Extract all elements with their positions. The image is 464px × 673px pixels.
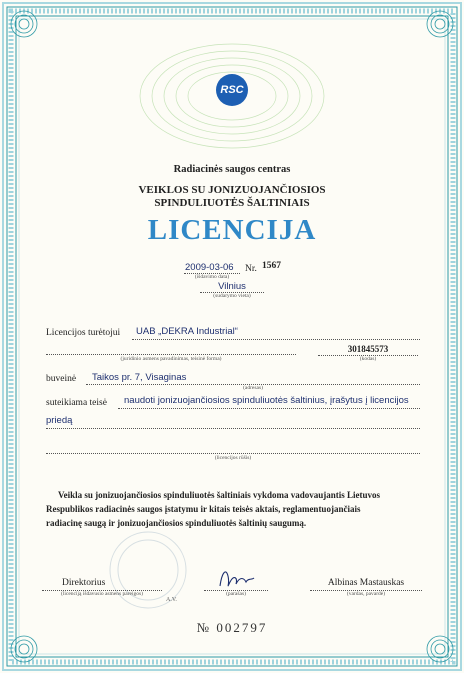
statement-line-3: radiacinę saugą ir jonizuojančiosios spinduliuotės šaltinių saugumą.	[46, 518, 307, 528]
license-number: 1567	[262, 261, 281, 271]
seat-value: Taikos pr. 7, Visaginas	[92, 372, 187, 383]
signer-name-caption: (vardas, pavardė)	[346, 591, 386, 597]
holder-code-caption: (kodas)	[359, 356, 377, 362]
statement-line-1: Veikla su jonizuojančiosios spinduliuotės šaltiniais vykdoma vadovaujantis Lietuvos	[58, 490, 380, 500]
title-line-2: SPINDULIUOTĖS ŠALTINIAIS	[154, 197, 310, 209]
holder-value: UAB „DEKRA Industrial“	[136, 326, 238, 337]
seat-caption: (adresas)	[243, 385, 263, 391]
signer-name: Albinas Mastauskas	[327, 578, 405, 588]
signer-position-caption: (licenciją išdavusio asmens pareigos)	[60, 591, 144, 597]
nr-label: Nr.	[245, 264, 257, 274]
holder-code: 301845573	[347, 344, 389, 354]
serial-prefix: №	[196, 620, 210, 635]
handwritten-signature	[212, 566, 258, 592]
right-caption: (licencijos rūšis)	[214, 455, 252, 461]
rsc-logo	[216, 74, 248, 112]
holder-caption: (juridinio asmens pavadinimas, teisinė forma)	[120, 356, 222, 362]
issue-date: 2009-03-06	[185, 262, 234, 273]
right-value-line-2: priedą	[46, 415, 73, 426]
license-title: LICENCIJA	[147, 214, 317, 246]
seat-label: buveinė	[46, 374, 77, 384]
right-value-line-1: naudoti jonizuojančiosios spinduliuotės šaltinius, įrašytus į licencijos	[124, 395, 409, 406]
issue-date-caption: (išdavimo data)	[194, 274, 230, 280]
right-label: suteikiama teisė	[46, 398, 107, 408]
signature-caption: (parašas)	[226, 591, 246, 597]
statement-line-2: Respublikos radiacinės saugos įstatymu ir kitais teisės aktais, reglamentuojančiais	[46, 504, 361, 514]
issue-place: Vilnius	[218, 281, 246, 292]
issue-place-caption: (sudarymo vieta)	[213, 293, 251, 299]
signer-position: Direktorius	[62, 578, 106, 588]
logo-text: RSC	[220, 84, 244, 96]
stamp-mark: A.V.	[166, 597, 177, 603]
holder-label: Licencijos turėtojui	[46, 328, 121, 338]
org-name: Radiacinės saugos centras	[173, 164, 291, 175]
serial-number-block	[0, 620, 464, 636]
serial-number: 002797	[216, 620, 268, 635]
title-line-1: VEIKLOS SU JONIZUOJANČIOSIOS	[138, 184, 326, 196]
